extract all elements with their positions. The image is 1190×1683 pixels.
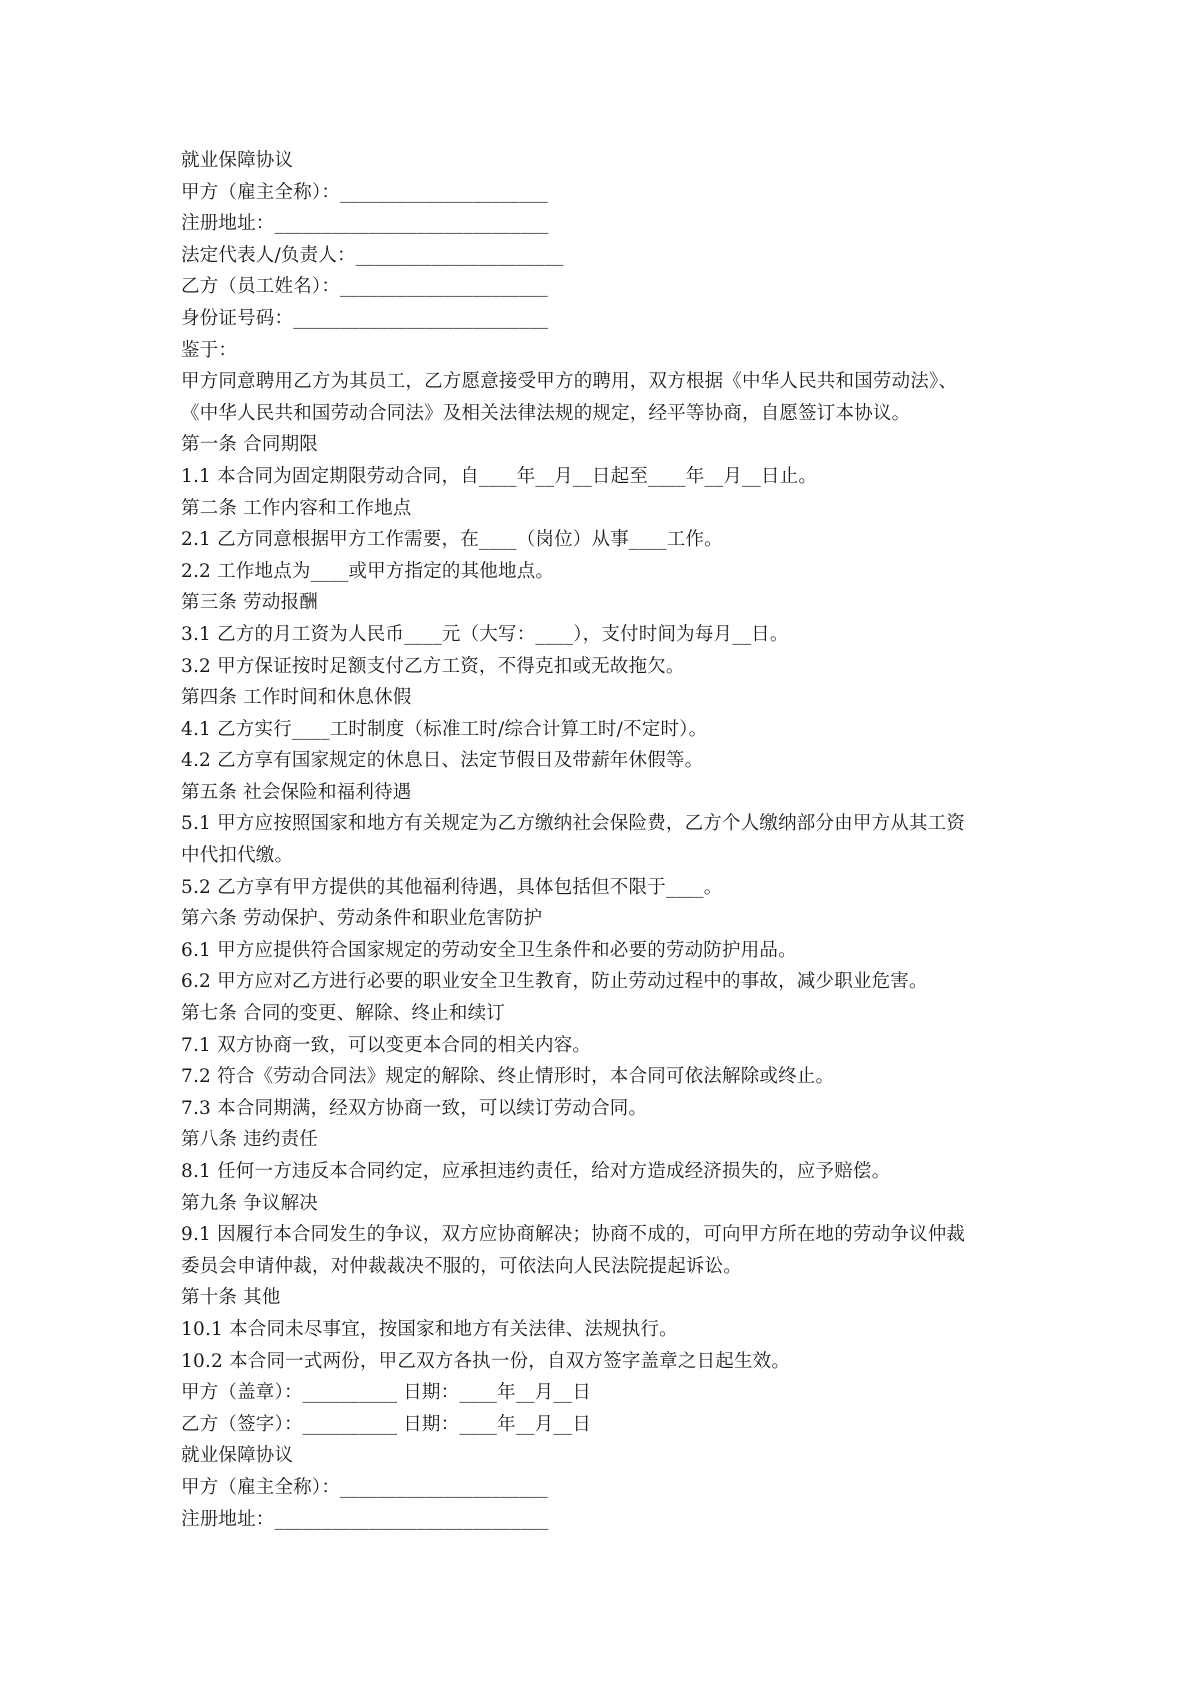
document-body bbox=[181, 145, 1031, 1535]
clause-text: 7.1 双方协商一致，可以变更本合同的相关内容。 bbox=[181, 1034, 592, 1056]
clause-text: 4.2 乙方享有国家规定的休息日、法定节假日及带薪年休假等。 bbox=[181, 750, 704, 772]
clause-text: 5.2 乙方享有甲方提供的其他福利待遇，具体包括但不限于____。 bbox=[181, 876, 723, 898]
clause-text: 7.3 本合同期满，经双方协商一致，可以续订劳动合同。 bbox=[181, 1097, 648, 1119]
clause-text: 2.1 乙方同意根据甲方工作需要，在____（岗位）从事____工作。 bbox=[181, 529, 723, 551]
clause-text: 中代扣代缴。 bbox=[181, 845, 294, 867]
article-heading: 第九条 争议解决 bbox=[181, 1192, 318, 1214]
preamble-line: 《中华人民共和国劳动合同法》及相关法律法规的规定，经平等协商，自愿签订本协议。 bbox=[181, 402, 911, 424]
article-heading: 第二条 工作内容和工作地点 bbox=[181, 497, 412, 519]
clause-text: 8.1 任何一方违反本合同约定，应承担违约责任，给对方造成经济损失的，应予赔偿。 bbox=[181, 1161, 891, 1182]
party-b-signature-line: 乙方（签字）：__________ 日期：____年__月__日 bbox=[181, 1413, 592, 1435]
party-b-name-field: 乙方（员工姓名）：______________________ bbox=[181, 276, 548, 298]
whereas-heading: 鉴于： bbox=[181, 339, 238, 361]
clause-text: 4.1 乙方实行____工时制度（标准工时/综合计算工时/不定时）。 bbox=[181, 718, 708, 740]
article-heading: 第六条 劳动保护、劳动条件和职业危害防护 bbox=[181, 908, 543, 930]
article-heading: 第三条 劳动报酬 bbox=[181, 592, 318, 614]
registered-address-field: 注册地址：_____________________________ bbox=[181, 213, 549, 235]
article-heading: 第四条 工作时间和休息休假 bbox=[181, 687, 412, 709]
clause-text: 1.1 本合同为固定期限劳动合同，自____年__月__日起至____年__月__日止。 bbox=[181, 465, 818, 487]
preamble-line: 甲方同意聘用乙方为其员工，乙方愿意接受甲方的聘用，双方根据《中华人民共和国劳动法》、 bbox=[181, 371, 958, 393]
party-a-name-field: 甲方（雇主全称）：______________________ bbox=[181, 1476, 548, 1498]
clause-text: 2.2 工作地点为____或甲方指定的其他地点。 bbox=[181, 560, 555, 582]
clause-text: 10.2 本合同一式两份，甲乙双方各执一份，自双方签字盖章之日起生效。 bbox=[181, 1350, 791, 1372]
clause-text: 3.2 甲方保证按时足额支付乙方工资，不得克扣或无故拖欠。 bbox=[181, 655, 685, 677]
article-heading: 第五条 社会保险和福利待遇 bbox=[181, 781, 412, 803]
clause-text: 6.2 甲方应对乙方进行必要的职业安全卫生教育，防止劳动过程中的事故，减少职业危害。 bbox=[181, 971, 928, 993]
party-a-name-field: 甲方（雇主全称）：______________________ bbox=[181, 181, 548, 203]
clause-text: 9.1 因履行本合同发生的争议，双方应协商解决；协商不成的，可向甲方所在地的劳动争议仲裁 bbox=[181, 1224, 966, 1246]
document-title: 就业保障协议 bbox=[181, 1445, 294, 1467]
clause-text: 6.1 甲方应提供符合国家规定的劳动安全卫生条件和必要的劳动防护用品。 bbox=[181, 939, 797, 961]
party-a-signature-line: 甲方（盖章）：__________ 日期：____年__月__日 bbox=[181, 1382, 592, 1404]
clause-text: 委员会申请仲裁，对仲裁裁决不服的，可依法向人民法院提起诉讼。 bbox=[181, 1255, 743, 1277]
clause-text: 7.2 符合《劳动合同法》规定的解除、终止情形时，本合同可依法解除或终止。 bbox=[181, 1066, 835, 1088]
document-title: 就业保障协议 bbox=[181, 150, 294, 171]
id-number-field: 身份证号码：___________________________ bbox=[181, 307, 549, 329]
article-heading: 第一条 合同期限 bbox=[181, 434, 318, 456]
article-heading: 第七条 合同的变更、解除、终止和续订 bbox=[181, 1003, 505, 1025]
article-heading: 第八条 违约责任 bbox=[181, 1129, 318, 1151]
legal-representative-field: 法定代表人/负责人：______________________ bbox=[181, 244, 564, 266]
clause-text: 10.1 本合同未尽事宜，按国家和地方有关法律、法规执行。 bbox=[181, 1318, 678, 1340]
clause-text: 5.1 甲方应按照国家和地方有关规定为乙方缴纳社会保险费，乙方个人缴纳部分由甲方从其工资 bbox=[181, 813, 966, 835]
article-heading: 第十条 其他 bbox=[181, 1287, 281, 1309]
clause-text: 3.1 乙方的月工资为人民币____元（大写：____），支付时间为每月__日。 bbox=[181, 623, 789, 645]
registered-address-field: 注册地址：_____________________________ bbox=[181, 1508, 549, 1530]
